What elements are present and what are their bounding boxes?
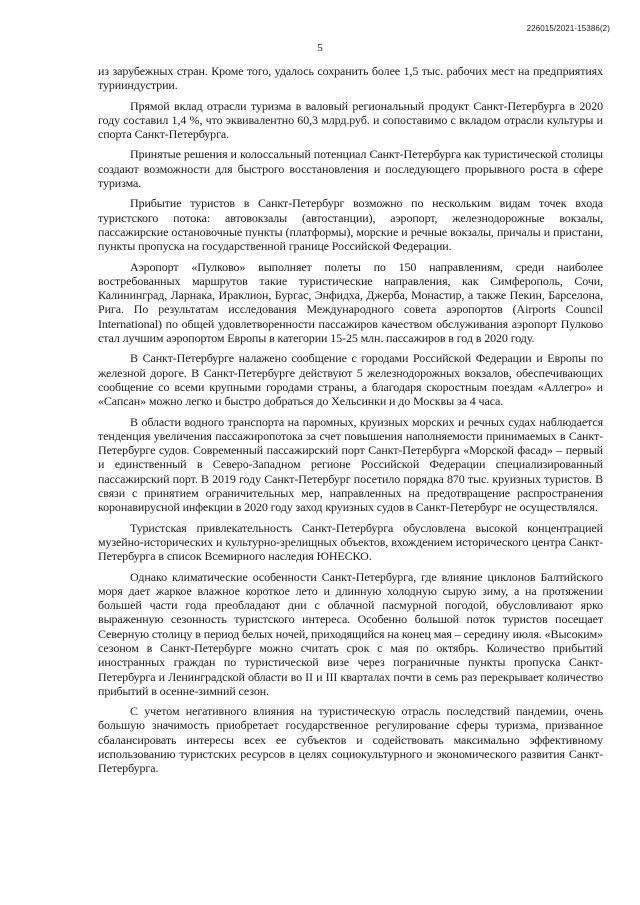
page-number: 5 <box>317 42 323 54</box>
paragraph: В области водного транспорта на паромных, круизных морских и речных судах наблюдается тенденция увеличения пассажиропотока за счет повышения наполняемости принимаемых в Санкт-Петербурге судов. Современный пассажирский порт Санкт-Петербурга «Морской фасад» – первый и единственный в Северо-Западном регионе Российской Федерации специализированный пассажирский порт. В 2019 году Санкт-Петербург посетило порядка 870 тыс. круизных туристов. В связи с принятием ограничительных мер, направленных на предотвращение распространения коронавирусной инфекции в 2020 году заход круизных судов в Санкт-Петербург не осуществлялся. <box>98 414 603 515</box>
paragraph: Однако климатические особенности Санкт-Петербурга, где влияние циклонов Балтийского моря дает жаркое влажное короткое лето и длинную холодную сырую зиму, а на протяжении большей части года преобладают дни с облачной пасмурной погодой, обусловливают ярко выраженную сезонность туристского интереса. Особенно большой поток туристов посещает Северную столицу в период белых ночей, приходящийся на конец мая – середину июля. «Высоким» сезоном в Санкт-Петербурге можно считать срок с мая по октябрь. Количество прибытий иностранных граждан по туристической визе через пограничные пункты пропуска Санкт-Петербурга и Ленинградской области во II и III кварталах почти в семь раз перекрывает количество прибытий в осенне-зимний сезон. <box>98 569 603 698</box>
paragraph: Туристская привлекательность Санкт-Петербурга обусловлена высокой концентрацией музейно-исторических и культурно-зрелищных объектов, вхождением исторического центра Санкт-Петербурга в список Всемирного наследия ЮНЕСКО. <box>98 520 603 564</box>
paragraph: Аэропорт «Пулково» выполняет полеты по 150 направлениям, среди наиболее востребованных маршрутов такие туристические направления, как Симферополь, Сочи, Калининград, Ларнака, Ираклион, Бургас, Энфидха, Джерба, Монастир, а также Пекин, Барселона, Рига. По результатам исследования Международного совета аэропортов (Airports Council International) по общей удовлетворенности пассажиров качеством обслуживания аэропорт Пулково стал лучшим аэропортом Европы в категории 15-25 млн. пассажиров в год в 2020 году. <box>98 259 603 346</box>
document-number: 226015/2021-15386(2) <box>526 24 610 33</box>
paragraph: из зарубежных стран. Кроме того, удалось сохранить более 1,5 тыс. рабочих мест на предприятиях турииндустрии. <box>98 64 603 93</box>
paragraph: Принятые решения и колоссальный потенциал Санкт-Петербурга как туристической столицы создают возможности для быстрого восстановления и последующего прорывного роста в сфере туризма. <box>98 147 603 191</box>
paragraph: Прямой вклад отрасли туризма в валовый региональный продукт Санкт-Петербурга в 2020 году составил 1,4 %, что эквивалентно 60,3 млрд.руб. и сопоставимо с вкладом отрасли культуры и спорта Санкт-Петербурга. <box>98 98 603 142</box>
paragraph: В Санкт-Петербурге налажено сообщение с городами Российской Федерации и Европы по железной дороге. В Санкт-Петербурге действуют 5 железнодорожных вокзалов, обеспечивающих сообщение со всеми крупными городами страны, а благодаря скоростным поездам «Аллегро» и «Сапсан» можно легко и быстро добраться до Хельсинки и до Москвы за 4 часа. <box>98 351 603 409</box>
paragraph: С учетом негативного влияния на туристическую отрасль последствий пандемии, очень большую значимость приобретает государственное регулирование сферы туризма, призванное сбалансировать интересы всех ее субъектов и содействовать максимально эффективному использованию туристских ресурсов в целях социокультурного и экономического развития Санкт-Петербурга. <box>98 704 603 776</box>
paragraph: Прибытие туристов в Санкт-Петербург возможно по нескольким видам точек входа туристского потока: автовокзалы (автостанции), аэропорт, железнодорожные вокзалы, пассажирские остановочные пункты (платформы), морские и речные вокзалы, причалы и пристани, пункты пропуска на государственной границе Российской Федерации. <box>98 196 603 254</box>
document-body <box>98 64 603 782</box>
